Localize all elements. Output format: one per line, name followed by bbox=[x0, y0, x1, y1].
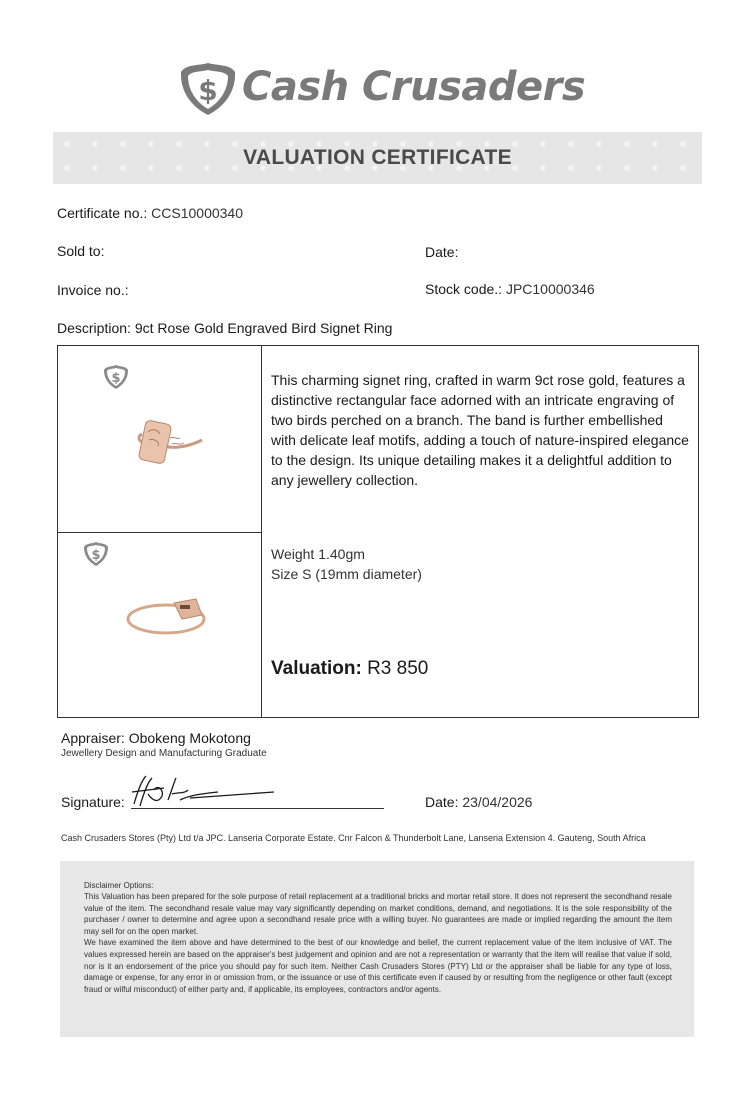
svg-text:$: $ bbox=[91, 548, 101, 563]
title-banner bbox=[53, 132, 702, 184]
item-specs bbox=[271, 544, 422, 584]
disclaimer-title: Disclaimer Options: bbox=[84, 881, 154, 890]
disclaimer-paragraph: This Valuation has been prepared for the sole purpose of retail replacement at a traditional bricks and mortar retail store. It does not represent the secondhand resale value of the item. The secondhand resale value may vary significantly depending on market conditions, demand, and negotiations. It is the sole responsibility of the purchaser / owner to determine and agree upon a secondhand resale price with a willing buyer. No guarantees are made or implied regarding the amount the item may sell for on the open market. bbox=[84, 892, 672, 936]
svg-text:$: $ bbox=[198, 74, 218, 107]
certificate-number: Certificate no.: CCS10000340 bbox=[57, 205, 244, 221]
invoice-number: Invoice no.: bbox=[57, 282, 129, 298]
sold-to: Sold to: bbox=[57, 243, 105, 259]
item-details-table bbox=[57, 345, 699, 718]
signature-image bbox=[128, 770, 278, 812]
svg-text:$: $ bbox=[111, 371, 121, 386]
valuation-label: Valuation: bbox=[271, 658, 362, 679]
ring-top-view-image bbox=[134, 416, 206, 470]
appraiser-title: Jewellery Design and Manufacturing Graduate bbox=[61, 748, 267, 759]
divider bbox=[261, 346, 262, 717]
item-weight: Weight 1.40gm bbox=[271, 546, 365, 562]
item-photo-side bbox=[58, 533, 261, 719]
valuation-amount: R3 850 bbox=[367, 658, 429, 679]
item-photo-front bbox=[58, 346, 261, 532]
page-title: VALUATION CERTIFICATE bbox=[243, 146, 512, 169]
item-size: Size S (19mm diameter) bbox=[271, 566, 422, 582]
sale-date: Date: bbox=[425, 244, 459, 260]
ring-side-view-image bbox=[122, 585, 212, 639]
brand-logo bbox=[178, 60, 586, 118]
item-description: This charming signet ring, crafted in warm 9ct rose gold, features a distinctive rectangular face adorned with an intricate engraving of two birds perched on a branch. The band is further embellished with delicate leaf motifs, adding a touch of nature-inspired elegance to the design. Its unique detailing makes it a delightful addition to any jewellery collection. bbox=[271, 372, 689, 488]
watermark-shield-icon bbox=[102, 364, 130, 390]
dollar-shield-icon bbox=[178, 60, 238, 118]
signature-line bbox=[131, 808, 384, 809]
appraiser-name: Appraiser: Obokeng Mokotong bbox=[61, 730, 251, 746]
brand-name: Cash Crusaders bbox=[242, 64, 586, 110]
appraisal-date: Date: 23/04/2026 bbox=[425, 794, 533, 810]
valuation bbox=[271, 658, 428, 680]
stock-code: Stock code.: JPC10000346 bbox=[425, 281, 595, 297]
disclaimer-paragraph: We have examined the item above and have determined to the best of our knowledge and belief, the current replacement value of the item inclusive of VAT. The values expressed herein are based on the appraiser's best judgement and opinion and are not a representation or warranty that the item will realise that value if sold, nor is it an endorsement of the price you should pay for such item. Neither Cash Crusaders Stores (PTY) Ltd or the appraiser shall be liable for any type of loss, damage or expense, for any error in or omission from, or the issuance or use of this certificate even if caused by or resulting from the negligence or other fault (except fraud or wilful misconduct) of either party and, if applicable, its employees, contractors and/or agents. bbox=[84, 938, 672, 994]
company-address: Cash Crusaders Stores (Pty) Ltd t/a JPC. Lanseria Corporate Estate. Cnr Falcon & Thunderbolt Lane, Lanseria Extension 4. Gauteng, South Africa bbox=[61, 833, 646, 843]
disclaimer-box bbox=[60, 861, 694, 1037]
signature-label: Signature: bbox=[61, 794, 125, 810]
item-description-line: Description: 9ct Rose Gold Engraved Bird Signet Ring bbox=[57, 320, 393, 336]
watermark-shield-icon bbox=[82, 541, 110, 567]
